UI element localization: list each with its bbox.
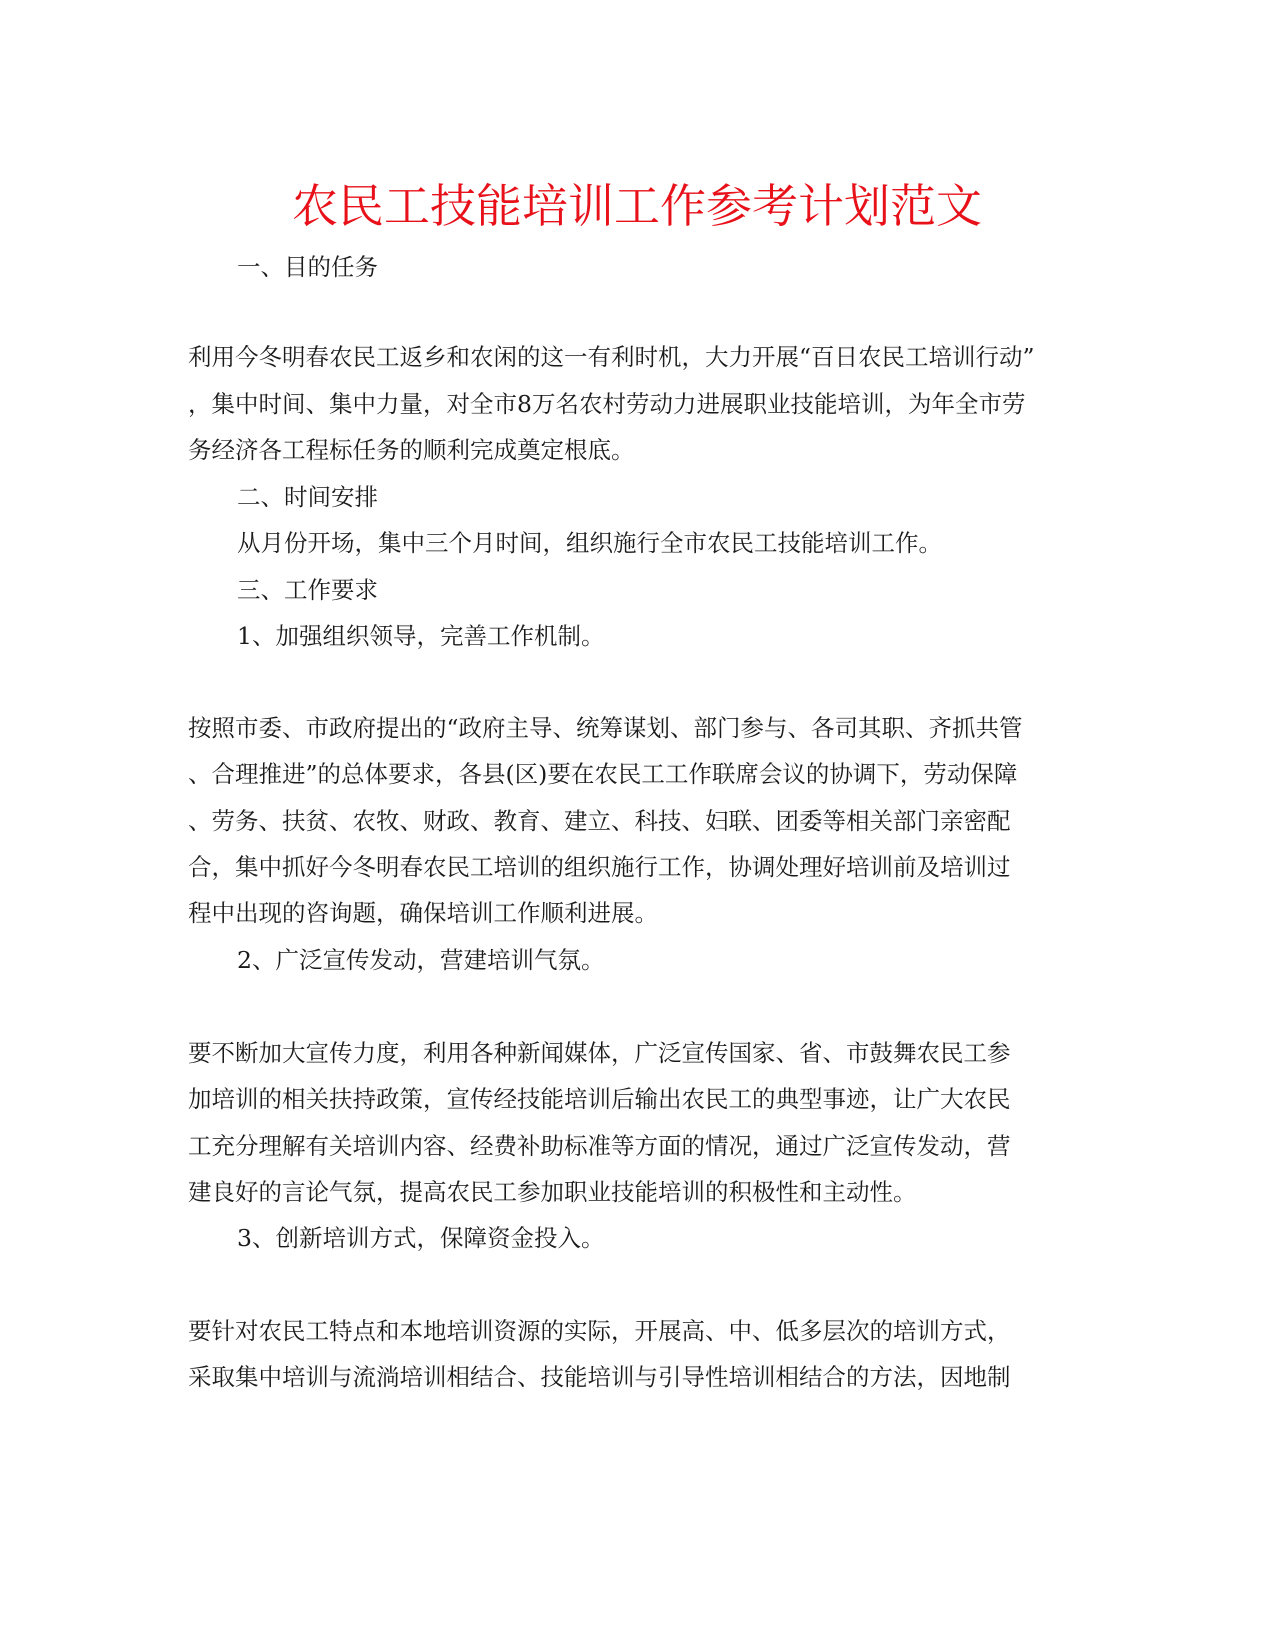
- document-title: 农民工技能培训工作参考计划范文: [292, 179, 982, 233]
- paragraph-line: 务经济各工程标任务的顺利完成奠定根底。: [188, 436, 635, 464]
- paragraph-line: 按照市委、市政府提出的“政府主导、统筹谋划、部门参与、各司其职、齐抓共管: [188, 714, 1023, 742]
- paragraph-line: 、合理推进”的总体要求，各县(区)要在农民工工作联席会议的协调下，劳动保障: [188, 760, 1018, 788]
- paragraph-line: ，集中时间、集中力量，对全市8万名农村劳动力进展职业技能培训，为年全市劳: [188, 390, 1026, 418]
- paragraph-line: 要针对农民工特点和本地培训资源的实际，开展高、中、低多层次的培训方式，: [188, 1317, 1011, 1345]
- section-heading-3: 三、工作要求: [237, 576, 378, 604]
- section-heading-1: 一、目的任务: [237, 253, 378, 281]
- paragraph-line: 采取集中培训与流淌培训相结合、技能培训与引导性培训相结合的方法，因地制: [188, 1363, 1011, 1391]
- subsection-heading-3: 3、创新培训方式，保障资金投入。: [237, 1224, 605, 1252]
- paragraph-line: 程中出现的咨询题，确保培训工作顺利进展。: [188, 899, 658, 927]
- subsection-heading-1: 1、加强组织领导，完善工作机制。: [237, 622, 605, 650]
- paragraph-line: 要不断加大宣传力度，利用各种新闻媒体，广泛宣传国家、省、市鼓舞农民工参: [188, 1039, 1011, 1067]
- paragraph-line: 利用今冬明春农民工返乡和农闲的这一有利时机，大力开展“百日农民工培训行动”: [188, 343, 1035, 371]
- subsection-heading-2: 2、广泛宣传发动，营建培训气氛。: [237, 946, 605, 974]
- paragraph-line: 合，集中抓好今冬明春农民工培训的组织施行工作，协调处理好培训前及培训过: [188, 853, 1011, 881]
- paragraph-line: 、劳务、扶贫、农牧、财政、教育、建立、科技、妇联、团委等相关部门亲密配: [188, 807, 1011, 835]
- paragraph-line: 建良好的言论气氛，提高农民工参加职业技能培训的积极性和主动性。: [188, 1178, 917, 1206]
- paragraph-line: 从月份开场，集中三个月时间，组织施行全市农民工技能培训工作。: [237, 529, 942, 557]
- section-heading-2: 二、时间安排: [237, 483, 378, 511]
- paragraph-line: 工充分理解有关培训内容、经费补助标准等方面的情况，通过广泛宣传发动，营: [188, 1132, 1011, 1160]
- paragraph-line: 加培训的相关扶持政策，宣传经技能培训后输出农民工的典型事迹，让广大农民: [188, 1085, 1011, 1113]
